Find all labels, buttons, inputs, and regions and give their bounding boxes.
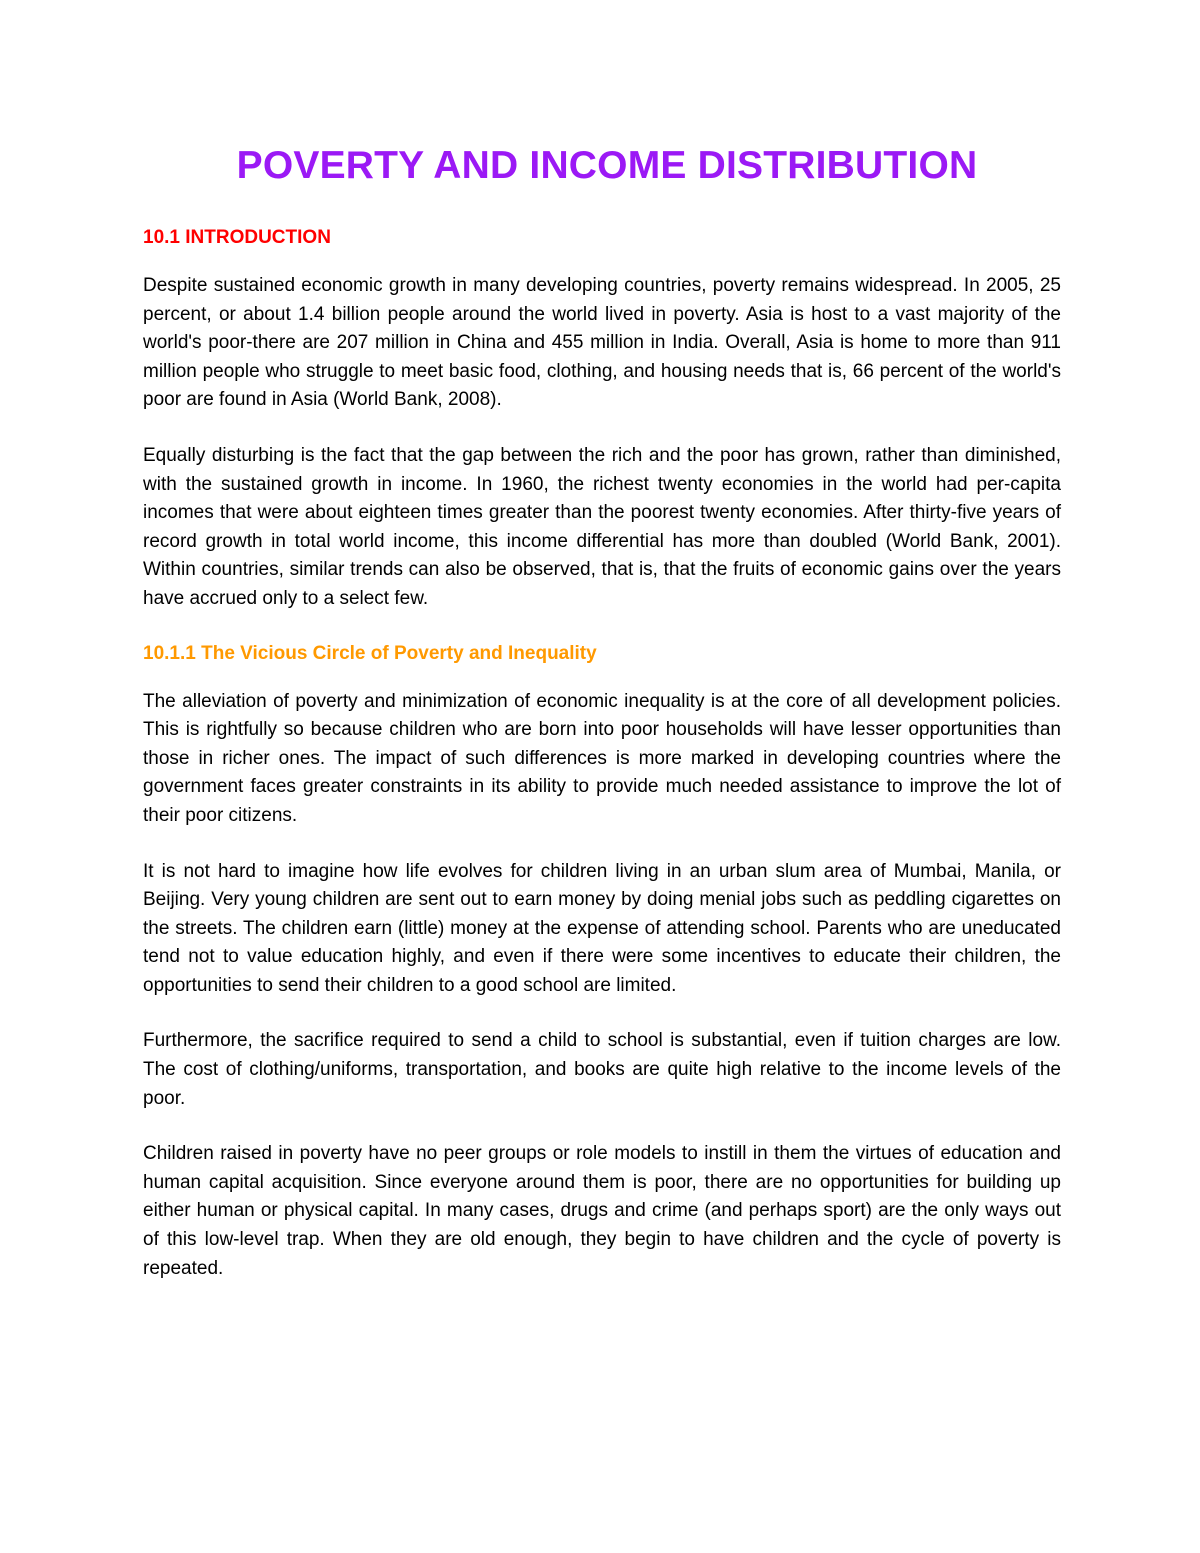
document-title: POVERTY AND INCOME DISTRIBUTION bbox=[236, 144, 978, 187]
intro-paragraph-2: Equally disturbing is the fact that the gap between the rich and the poor has grown, rather than diminished, with the sustained growth in income. In 1960, the richest twenty economies in the world had per-capita incomes that were about eighteen times greater than the poorest twenty economies. After thirty-five years of record growth in total world income, this income differential has more than doubled (World Bank, 2001). Within countries, similar trends can also be observed, that is, that the fruits of economic gains over the years have accrued only to a select few. bbox=[143, 444, 1061, 609]
subsection-heading-vicious-circle: 10.1.1 The Vicious Circle of Poverty and Inequality bbox=[143, 642, 597, 664]
vicious-circle-paragraph-1: The alleviation of poverty and minimization of economic inequality is at the core of all development policies. This is rightfully so because children who are born into poor households will have lesser opportunities than those in richer ones. The impact of such differences is more marked in developing countries where the government faces greater constraints in its ability to provide much needed assistance to improve the lot of their poor citizens. bbox=[143, 690, 1061, 826]
section-heading-introduction: 10.1 INTRODUCTION bbox=[143, 227, 331, 248]
vicious-circle-paragraph-3: Furthermore, the sacrifice required to send a child to school is substantial, even if tuition charges are low. The cost of clothing/uniforms, transportation, and books are quite high relative to the income levels of the poor. bbox=[143, 1030, 1061, 1109]
intro-paragraph-1: Despite sustained economic growth in many developing countries, poverty remains widespread. In 2005, 25 percent, or about 1.4 billion people around the world lived in poverty. Asia is host to a vast majority of the world's poor-there are 207 million in China and 455 million in India. Overall, Asia is home to more than 911 million people who struggle to meet basic food, clothing, and housing needs that is, 66 percent of the world's poor are found in Asia (World Bank, 2008). bbox=[143, 275, 1061, 411]
vicious-circle-paragraph-4: Children raised in poverty have no peer groups or role models to instill in them the virtues of education and human capital acquisition. Since everyone around them is poor, there are no opportunities for building up either human or physical capital. In many cases, drugs and crime (and perhaps sport) are the only ways out of this low-level trap. When they are old enough, they begin to have children and the cycle of poverty is repeated. bbox=[143, 1143, 1061, 1279]
document-page bbox=[143, 138, 1061, 1283]
vicious-circle-paragraph-2: It is not hard to imagine how life evolves for children living in an urban slum area of Mumbai, Manila, or Beijing. Very young children are sent out to earn money by doing menial jobs such as peddling cigarettes on the streets. The children earn (little) money at the expense of attending school. Parents who are uneducated tend not to value education highly, and even if there were some incentives to educate their children, the opportunities to send their children to a good school are limited. bbox=[143, 860, 1061, 996]
